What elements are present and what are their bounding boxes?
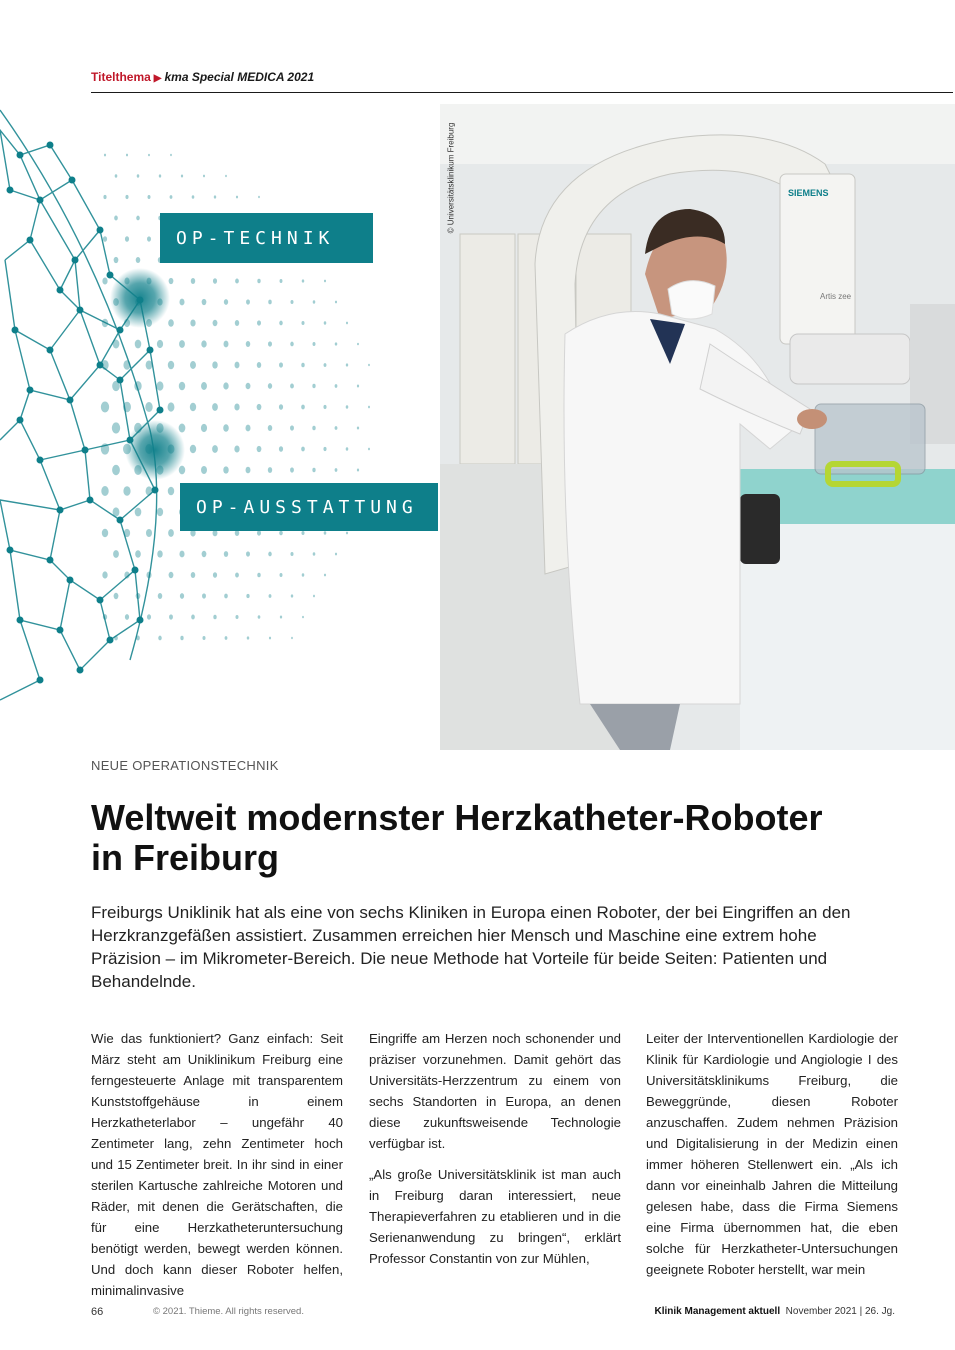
halftone-dot: [125, 195, 128, 199]
halftone-dot: [235, 278, 239, 283]
halftone-dot: [102, 529, 108, 538]
halftone-dot: [346, 405, 349, 408]
halftone-dot: [202, 593, 206, 598]
halftone-dot: [157, 508, 163, 516]
halftone-dot: [268, 341, 272, 346]
photo-cathlab-robot: [440, 104, 955, 750]
halftone-dot: [136, 216, 140, 221]
halftone-dot: [246, 594, 249, 598]
halftone-dot: [257, 573, 260, 578]
halftone-dot: [224, 594, 228, 599]
halftone-dot: [335, 301, 337, 304]
halftone-dot: [168, 361, 174, 370]
halftone-dot: [269, 594, 272, 598]
body-column-2: [369, 1028, 621, 1279]
halftone-dot: [170, 154, 172, 156]
halftone-dot: [247, 636, 249, 639]
halftone-dot: [257, 446, 262, 452]
halftone-dot: [258, 196, 260, 198]
halftone-dot: [146, 486, 153, 495]
halftone-dot: [279, 362, 283, 367]
title-line-2: in Freiburg: [91, 837, 279, 878]
halftone-dot: [301, 531, 304, 535]
header-rule: [91, 92, 953, 93]
halftone-dot: [147, 236, 151, 241]
halftone-dot: [323, 447, 326, 451]
halftone-dot: [313, 300, 316, 303]
halftone-dot: [125, 614, 129, 620]
halftone-dot: [168, 319, 174, 327]
halftone-dot: [235, 615, 238, 619]
network-globe-illustration: [0, 100, 440, 750]
halftone-dot: [148, 195, 151, 199]
halftone-dot: [246, 299, 250, 304]
halftone-dot: [115, 174, 118, 177]
halftone-dot: [169, 278, 174, 284]
halftone-dot: [112, 422, 120, 433]
halftone-dot: [290, 467, 294, 472]
halftone-dot: [235, 320, 239, 326]
siemens-logo: SIEMENS: [788, 188, 829, 198]
halftone-dot: [145, 402, 152, 412]
halftone-dot: [158, 593, 162, 599]
halftone-dot: [290, 383, 294, 388]
halftone-dot: [181, 175, 183, 178]
halftone-dot: [346, 447, 349, 450]
halftone-dot: [201, 424, 207, 432]
halftone-dot: [179, 382, 185, 391]
halftone-dot: [246, 341, 251, 347]
halftone-dot: [191, 278, 195, 284]
halftone-dot: [225, 175, 227, 177]
halftone-dot: [179, 340, 185, 348]
halftone-dot: [212, 361, 217, 368]
halftone-dot: [235, 362, 240, 369]
halftone-dot: [313, 595, 315, 598]
halftone-dot: [192, 195, 195, 199]
halftone-dot: [179, 424, 186, 433]
photo-credit: © Universitätsklinikum Freiburg: [446, 122, 456, 234]
halftone-dot: [279, 573, 282, 577]
halftone-dot: [135, 340, 142, 349]
title-line-1: Weltweit modernster Herzkatheter-Roboter: [91, 797, 823, 838]
halftone-dot: [368, 448, 370, 451]
halftone-dot: [179, 551, 184, 558]
halftone-dot: [290, 552, 293, 556]
halftone-dot: [113, 550, 119, 558]
halftone-dot: [212, 403, 218, 411]
halftone-dot: [190, 319, 195, 326]
halftone-dot: [291, 594, 293, 597]
halftone-dot: [104, 154, 106, 157]
halftone-dot: [357, 469, 359, 472]
halftone-dot: [179, 299, 184, 306]
halftone-dot: [224, 551, 228, 557]
halftone-dot: [257, 362, 261, 368]
halftone-dot: [146, 529, 152, 537]
halftone-dot: [168, 529, 174, 537]
halftone-dot: [301, 363, 304, 368]
halftone-dot: [190, 445, 196, 454]
halftone-dot: [312, 384, 315, 388]
halftone-dot: [137, 174, 140, 177]
halftone-dot: [368, 406, 370, 409]
magazine-footer: [655, 1306, 895, 1317]
halftone-dot: [268, 552, 272, 557]
paragraph: Eingriffe am Herzen noch schonender und präziser vorzunehmen. Damit gehört das Universitäts-Herzzentrum zu einem von sechs Standorten in Europa, an denen diese zukunftsweisende Technologie verfügbar ist.: [369, 1031, 621, 1151]
halftone-dot: [224, 341, 229, 348]
halftone-dot: [126, 154, 128, 157]
halftone-dot: [313, 552, 316, 555]
halftone-dot: [168, 402, 175, 411]
halftone-dot: [257, 320, 261, 325]
page-number: 66: [91, 1306, 104, 1318]
issue-title: kma Special MEDICA 2021: [164, 70, 315, 84]
halftone-dot: [257, 404, 262, 410]
halftone-dot: [101, 401, 109, 412]
halftone-dot: [290, 425, 294, 430]
halftone-dot: [301, 447, 305, 452]
halftone-dot: [290, 342, 294, 347]
issue-info: November 2021 | 26. Jg.: [785, 1306, 895, 1317]
triangle-right-icon: ▶: [153, 73, 162, 84]
halftone-dot: [114, 257, 119, 263]
halftone-dot: [335, 553, 337, 556]
halftone-dot: [246, 383, 251, 390]
halftone-dot: [158, 636, 162, 641]
halftone-dot: [168, 487, 174, 496]
halftone-dot: [324, 363, 327, 367]
halftone-dot: [123, 486, 130, 496]
halftone-dot: [324, 574, 326, 577]
article-title: [91, 798, 891, 878]
halftone-dot: [257, 279, 260, 283]
magazine-name: Klinik Management aktuell: [654, 1306, 781, 1317]
halftone-dot: [346, 532, 348, 535]
halftone-dot: [136, 257, 141, 263]
halftone-dot: [157, 550, 162, 557]
halftone-dot: [225, 636, 228, 640]
paragraph: Wie das funktioniert? Ganz einfach: Seit März steht am Uniklinikum Freiburg eine ferngesteuerte Anlage mit transparentem Kunststoffgehäuse in einem Herzkatheterlabor – ungefähr 40 Zentimeter lang, zehn Zentimeter hoch und 15 Zentimeter breit. In ihr sind in einer sterilen Kartusche zahlreiche Motoren und Räder, mit denen die Gerätschaften, die für eine Herzkatheteruntersuchung benötigt werden, bewegt werden können. Und doch kann dieser Roboter helfen, minimalinvasive: [91, 1031, 343, 1298]
halftone-dot: [357, 343, 359, 346]
halftone-dot: [301, 321, 304, 325]
halftone-dot: [213, 615, 216, 620]
halftone-dot: [280, 279, 283, 283]
halftone-dot: [301, 405, 305, 410]
halftone-dot: [223, 382, 228, 389]
halftone-dot: [346, 322, 348, 325]
halftone-dot: [235, 572, 239, 577]
halftone-dot: [302, 616, 304, 619]
tag-op-ausstattung[interactable]: OP-AUSSTATTUNG: [180, 483, 438, 531]
halftone-dot: [246, 467, 251, 474]
halftone-dot: [234, 445, 239, 452]
halftone-dot: [268, 383, 272, 389]
halftone-dot: [312, 342, 315, 346]
halftone-dot: [368, 364, 370, 366]
halftone-dot: [202, 551, 207, 557]
halftone-dot: [169, 614, 173, 619]
halftone-dot: [191, 572, 196, 578]
halftone-dot: [223, 466, 228, 473]
halftone-dot: [203, 175, 205, 178]
halftone-dot: [324, 280, 326, 283]
halftone-dot: [335, 426, 338, 430]
halftone-dot: [234, 403, 239, 410]
halftone-dot: [236, 196, 238, 199]
tag-op-technik[interactable]: OP-TECHNIK: [160, 213, 373, 263]
halftone-dot: [213, 572, 217, 578]
halftone-dot: [268, 467, 272, 473]
halftone-dot: [101, 486, 108, 496]
halftone-dot: [102, 277, 107, 284]
halftone-dot: [102, 571, 107, 578]
halftone-dot: [180, 593, 184, 599]
halftone-dot: [125, 236, 129, 242]
paragraph: Leiter der Interventionellen Kardiologie der Klinik für Kardiologie und Angiologie I des Universitätsklinikums Freiburg, die Beweggründe, diesen Roboter anzuschaffen. Zudem nehmen Präzision und Digitalisierung in der Medizin einen immer höheren Stellenwert ein. „Als ich dann vor eineinhalb Jahren die Mitteilung gelesen habe, dass die Firma Siemens eine Firma übernommen hat, die eben solche für Herzkatheter-Untersuchungen geeignete Roboter herstellt, war mein: [646, 1031, 898, 1277]
halftone-dot: [201, 382, 207, 390]
halftone-dot: [157, 381, 164, 390]
halftone-dot: [180, 636, 183, 640]
halftone-dot: [114, 216, 118, 221]
halftone-dot: [324, 531, 327, 534]
halftone-dot: [190, 403, 196, 411]
halftone-dot: [191, 615, 195, 620]
halftone-dot: [280, 615, 282, 618]
article-lead: Freiburgs Uniklinik hat als eine von sechs Kliniken in Europa einen Roboter, der bei Eingriffen an den Herzkranzgefäßen assistiert. Zusammen erreichen hier Mensch und Maschine eine extrem hohe Präzision – im Mikrometer-Bereich. Die neue Methode hat Vorteile für beide Seiten: Patienten und Behandelnde.: [91, 903, 851, 991]
halftone-dot: [323, 405, 326, 409]
halftone-dot: [157, 340, 163, 348]
halftone-dot: [213, 278, 217, 284]
halftone-dot: [114, 593, 119, 599]
article-kicker: NEUE OPERATIONSTECHNIK: [91, 758, 279, 773]
halftone-dot: [135, 508, 142, 517]
halftone-dot: [302, 573, 305, 576]
halftone-dot: [245, 425, 250, 432]
halftone-dot: [159, 174, 161, 177]
halftone-dot: [258, 615, 261, 619]
body-column-3: [646, 1028, 898, 1290]
body-column-1: [91, 1028, 343, 1311]
halftone-dot: [279, 321, 283, 326]
halftone-dot: [335, 342, 337, 345]
halftone-dot: [148, 154, 150, 157]
halftone-dot: [135, 550, 141, 558]
halftone-dot: [335, 384, 338, 388]
copyright-notice: © 2021. Thieme. All rights reserved.: [153, 1306, 304, 1317]
halftone-dot: [269, 637, 271, 640]
halftone-dot: [257, 530, 261, 535]
halftone-dot: [279, 446, 283, 452]
paragraph: „Als große Universitätsklinik ist man auch in Freiburg daran interessiert, neue Therapieverfahren zu etablieren und in die Serienanwendung zu bringen“, erklärt Professor Constantin von zur Mühlen,: [369, 1167, 621, 1266]
halftone-dot: [169, 572, 174, 578]
halftone-dot: [357, 385, 359, 388]
halftone-dot: [302, 279, 305, 282]
halftone-dot: [201, 340, 206, 347]
halftone-dot: [268, 425, 272, 431]
halftone-dot: [213, 320, 218, 327]
halftone-dot: [170, 195, 173, 199]
halftone-dot: [312, 426, 315, 431]
halftone-dot: [312, 468, 315, 472]
halftone-dot: [202, 299, 207, 305]
halftone-dot: [346, 363, 348, 366]
halftone-dot: [268, 300, 271, 305]
section-label[interactable]: Titelthema: [91, 70, 151, 84]
halftone-dot: [103, 195, 106, 199]
halftone-dot: [324, 321, 327, 324]
halftone-dot: [112, 465, 120, 475]
halftone-dot: [202, 636, 205, 640]
halftone-dot: [290, 300, 293, 304]
halftone-dot: [147, 614, 151, 619]
halftone-dot: [190, 361, 196, 369]
halftone-dot: [103, 236, 107, 242]
halftone-dot: [335, 468, 338, 472]
running-header: [91, 70, 314, 84]
halftone-dot: [279, 404, 283, 410]
halftone-dot: [246, 551, 250, 556]
device-model: Artis zee: [820, 292, 852, 301]
halftone-dot: [291, 637, 293, 639]
halftone-dot: [223, 424, 229, 431]
halftone-dot: [357, 426, 359, 429]
halftone-dot: [279, 531, 283, 536]
halftone-dot: [214, 195, 216, 198]
halftone-dot: [224, 299, 228, 305]
halftone-dot: [212, 445, 218, 453]
halftone-dot: [201, 466, 207, 474]
